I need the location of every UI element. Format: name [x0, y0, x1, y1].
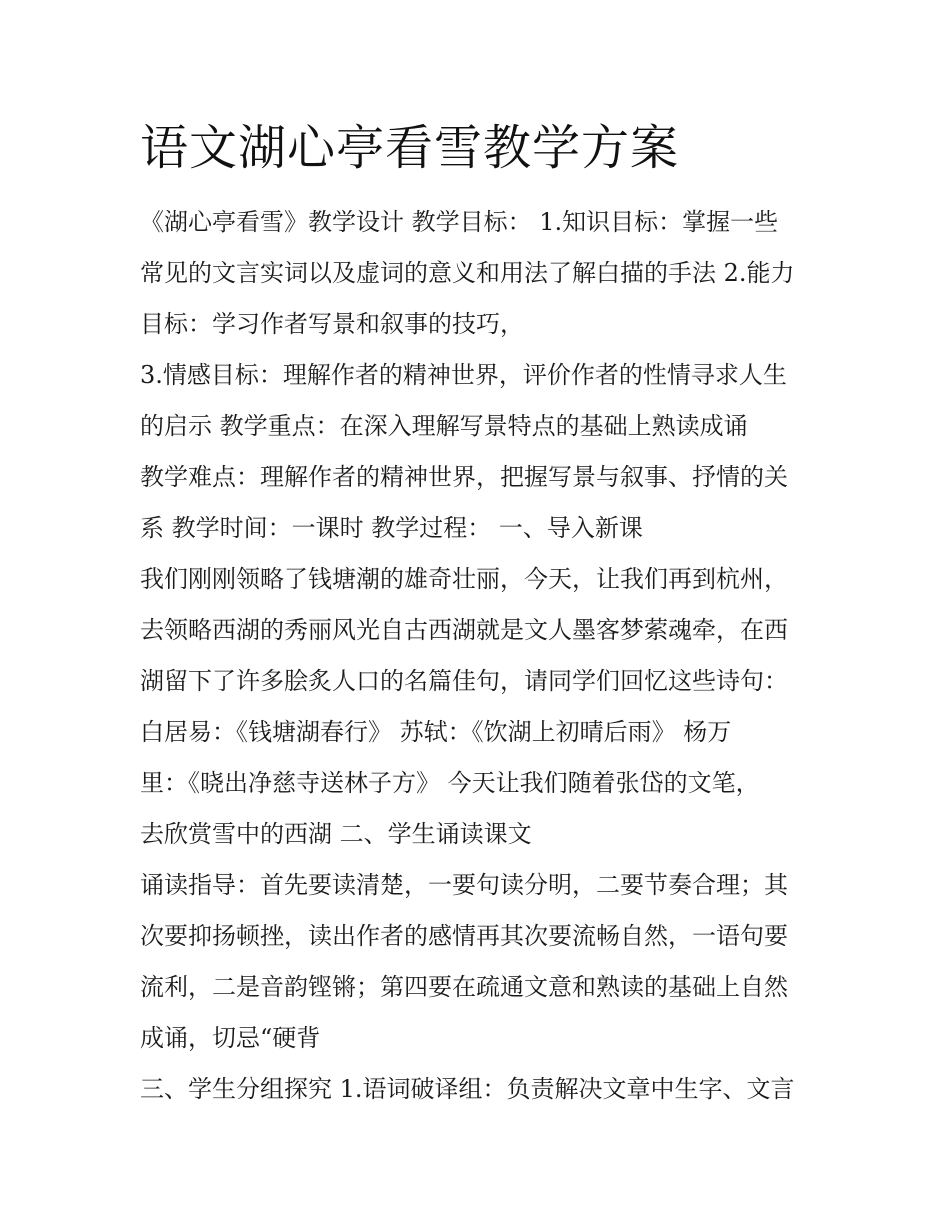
text-line: 目标：学习作者写景和叙事的技巧，: [140, 310, 524, 338]
text-line: 去领略西湖的秀丽风光自古西湖就是文人墨客梦萦魂牵，在西: [140, 616, 788, 644]
text-line: 里：《晓出净慈寺送林子方》 今天让我们随着张岱的文笔，: [140, 769, 760, 797]
text-line: 成诵，切忌“硬背: [140, 1024, 321, 1052]
text-line: 教学难点：理解作者的精神世界，把握写景与叙事、抒情的关: [140, 463, 788, 491]
text-line: 去欣赏雪中的西湖 二、学生诵读课文: [140, 820, 532, 848]
text-line: 三、学生分组探究 1.语词破译组：负责解决文章中生字、文言: [140, 1075, 795, 1103]
text-line: 流利，二是音韵铿锵；第四要在疏通文意和熟读的基础上自然: [140, 973, 788, 1001]
text-line: 3.情感目标：理解作者的精神世界，评价作者的性情寻求人生: [140, 361, 787, 389]
document-title: 语文湖心亭看雪教学方案: [140, 120, 680, 176]
text-line: 次要抑扬顿挫，读出作者的感情再其次要流畅自然，一语句要: [140, 922, 788, 950]
text-line: 常见的文言实词以及虚词的意义和用法了解白描的手法 2.能力: [140, 259, 795, 287]
text-line: 《湖心亭看雪》教学设计 教学目标： 1.知识目标：掌握一些: [140, 208, 779, 236]
text-line: 的启示 教学重点：在深入理解写景特点的基础上熟读成诵: [140, 412, 748, 440]
document-body: [140, 200, 840, 1118]
text-line: 系 教学时间：一课时 教学过程： 一、导入新课: [140, 514, 643, 542]
text-line: 白居易：《钱塘湖春行》 苏轼：《饮湖上初晴后雨》 杨万: [140, 718, 732, 746]
text-line: 我们刚刚领略了钱塘潮的雄奇壮丽，今天，让我们再到杭州，: [140, 565, 788, 593]
text-line: 诵读指导：首先要读清楚，一要句读分明，二要节奏合理；其: [140, 871, 788, 899]
text-line: 湖留下了许多脍炙人口的名篇佳句，请同学们回忆这些诗句：: [140, 667, 788, 695]
